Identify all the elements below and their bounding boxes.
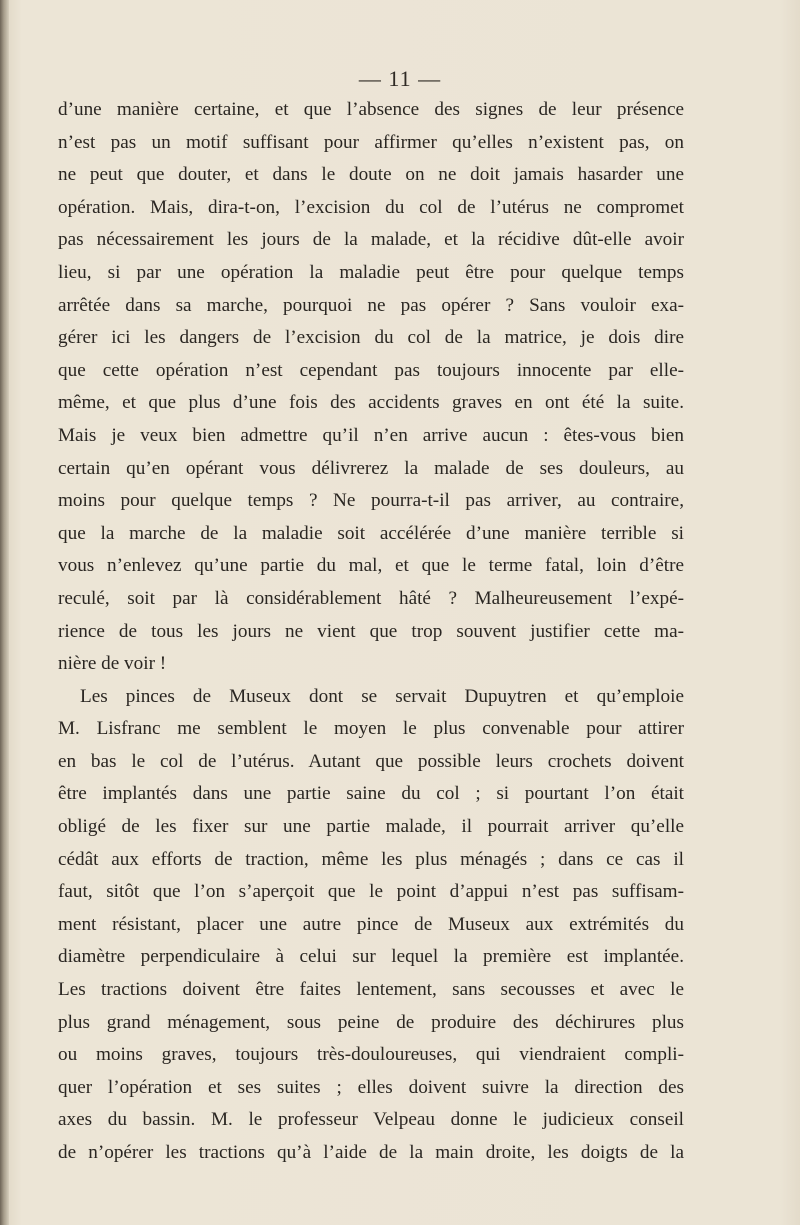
text-line: obligé de les fixer sur une partie malade, il pourrait arriver qu’elle [58,816,684,838]
text-line: cédât aux efforts de traction, même les plus ménagés ; dans ce cas il [58,848,684,870]
text-line: vous n’enlevez qu’une partie du mal, et que le terme fatal, loin d’être [58,555,684,577]
text-line: faut, sitôt que l’on s’aperçoit que le point d’appui n’est pas suffisam- [58,881,684,903]
page-binding-edge [0,0,9,1225]
text-line: ment résistant, placer une autre pince de Museux aux extrémités du [58,913,684,935]
text-line: plus grand ménagement, sous peine de produire des déchirures plus [58,1011,684,1033]
text-line: Mais je veux bien admettre qu’il n’en arrive aucun : êtes-vous bien [58,424,684,446]
text-line: pas nécessairement les jours de la malade, et la récidive dût-elle avoir [58,229,684,251]
text-line: quer l’opération et ses suites ; elles doivent suivre la direction des [58,1076,684,1098]
text-line: même, et que plus d’une fois des accidents graves en ont été la suite. [58,392,684,414]
text-line: ou moins graves, toujours très-douloureuses, qui viendraient compli- [58,1044,684,1066]
text-line: être implantés dans une partie saine du col ; si pourtant l’on était [58,783,684,805]
text-line: de n’opérer les tractions qu’à l’aide de la main droite, les doigts de la [58,1142,684,1163]
text-line: diamètre perpendiculaire à celui sur lequel la première est implantée. [58,946,684,968]
text-line: Les tractions doivent être faites lentement, sans secousses et avec le [58,979,684,1001]
text-line: arrêtée dans sa marche, pourquoi ne pas opérer ? Sans vouloir exa- [58,294,684,316]
text-line: lieu, si par une opération la maladie peut être pour quelque temps [58,261,684,283]
text-line: M. Lisfranc me semblent le moyen le plus convenable pour attirer [58,718,684,740]
text-line: d’une manière certaine, et que l’absence des signes de leur présence [58,99,684,120]
text-line: moins pour quelque temps ? Ne pourra-t-il pas arriver, au contraire, [58,490,684,512]
text-line: opération. Mais, dira-t-on, l’excision du col de l’utérus ne compromet [58,196,684,218]
body-text [58,94,684,1170]
paragraph-start-line: Les pinces de Museux dont se servait Dupuytren et qu’emploie [80,685,684,707]
text-line: ne peut que douter, et dans le doute on ne doit jamais hasarder une [58,164,684,186]
text-line: n’est pas un motif suffisant pour affirmer qu’elles n’existent pas, on [58,131,684,153]
text-line: reculé, soit par là considérablement hâté ? Malheureusement l’expé- [58,587,684,609]
paragraph-end-line: nière de voir ! [58,653,167,675]
page-number: — 11 — [358,66,442,91]
text-line: en bas le col de l’utérus. Autant que possible leurs crochets doivent [58,750,684,772]
text-line: gérer ici les dangers de l’excision du col de la matrice, je dois dire [58,327,684,349]
text-line: axes du bassin. M. le professeur Velpeau donne le judicieux conseil [58,1109,684,1131]
text-line: certain qu’en opérant vous délivrerez la malade de ses douleurs, au [58,457,684,479]
text-line: que cette opération n’est cependant pas toujours innocente par elle- [58,359,684,381]
text-line: rience de tous les jours ne vient que trop souvent justifier cette ma- [58,620,684,642]
text-line: que la marche de la maladie soit accélérée d’une manière terrible si [58,522,684,544]
